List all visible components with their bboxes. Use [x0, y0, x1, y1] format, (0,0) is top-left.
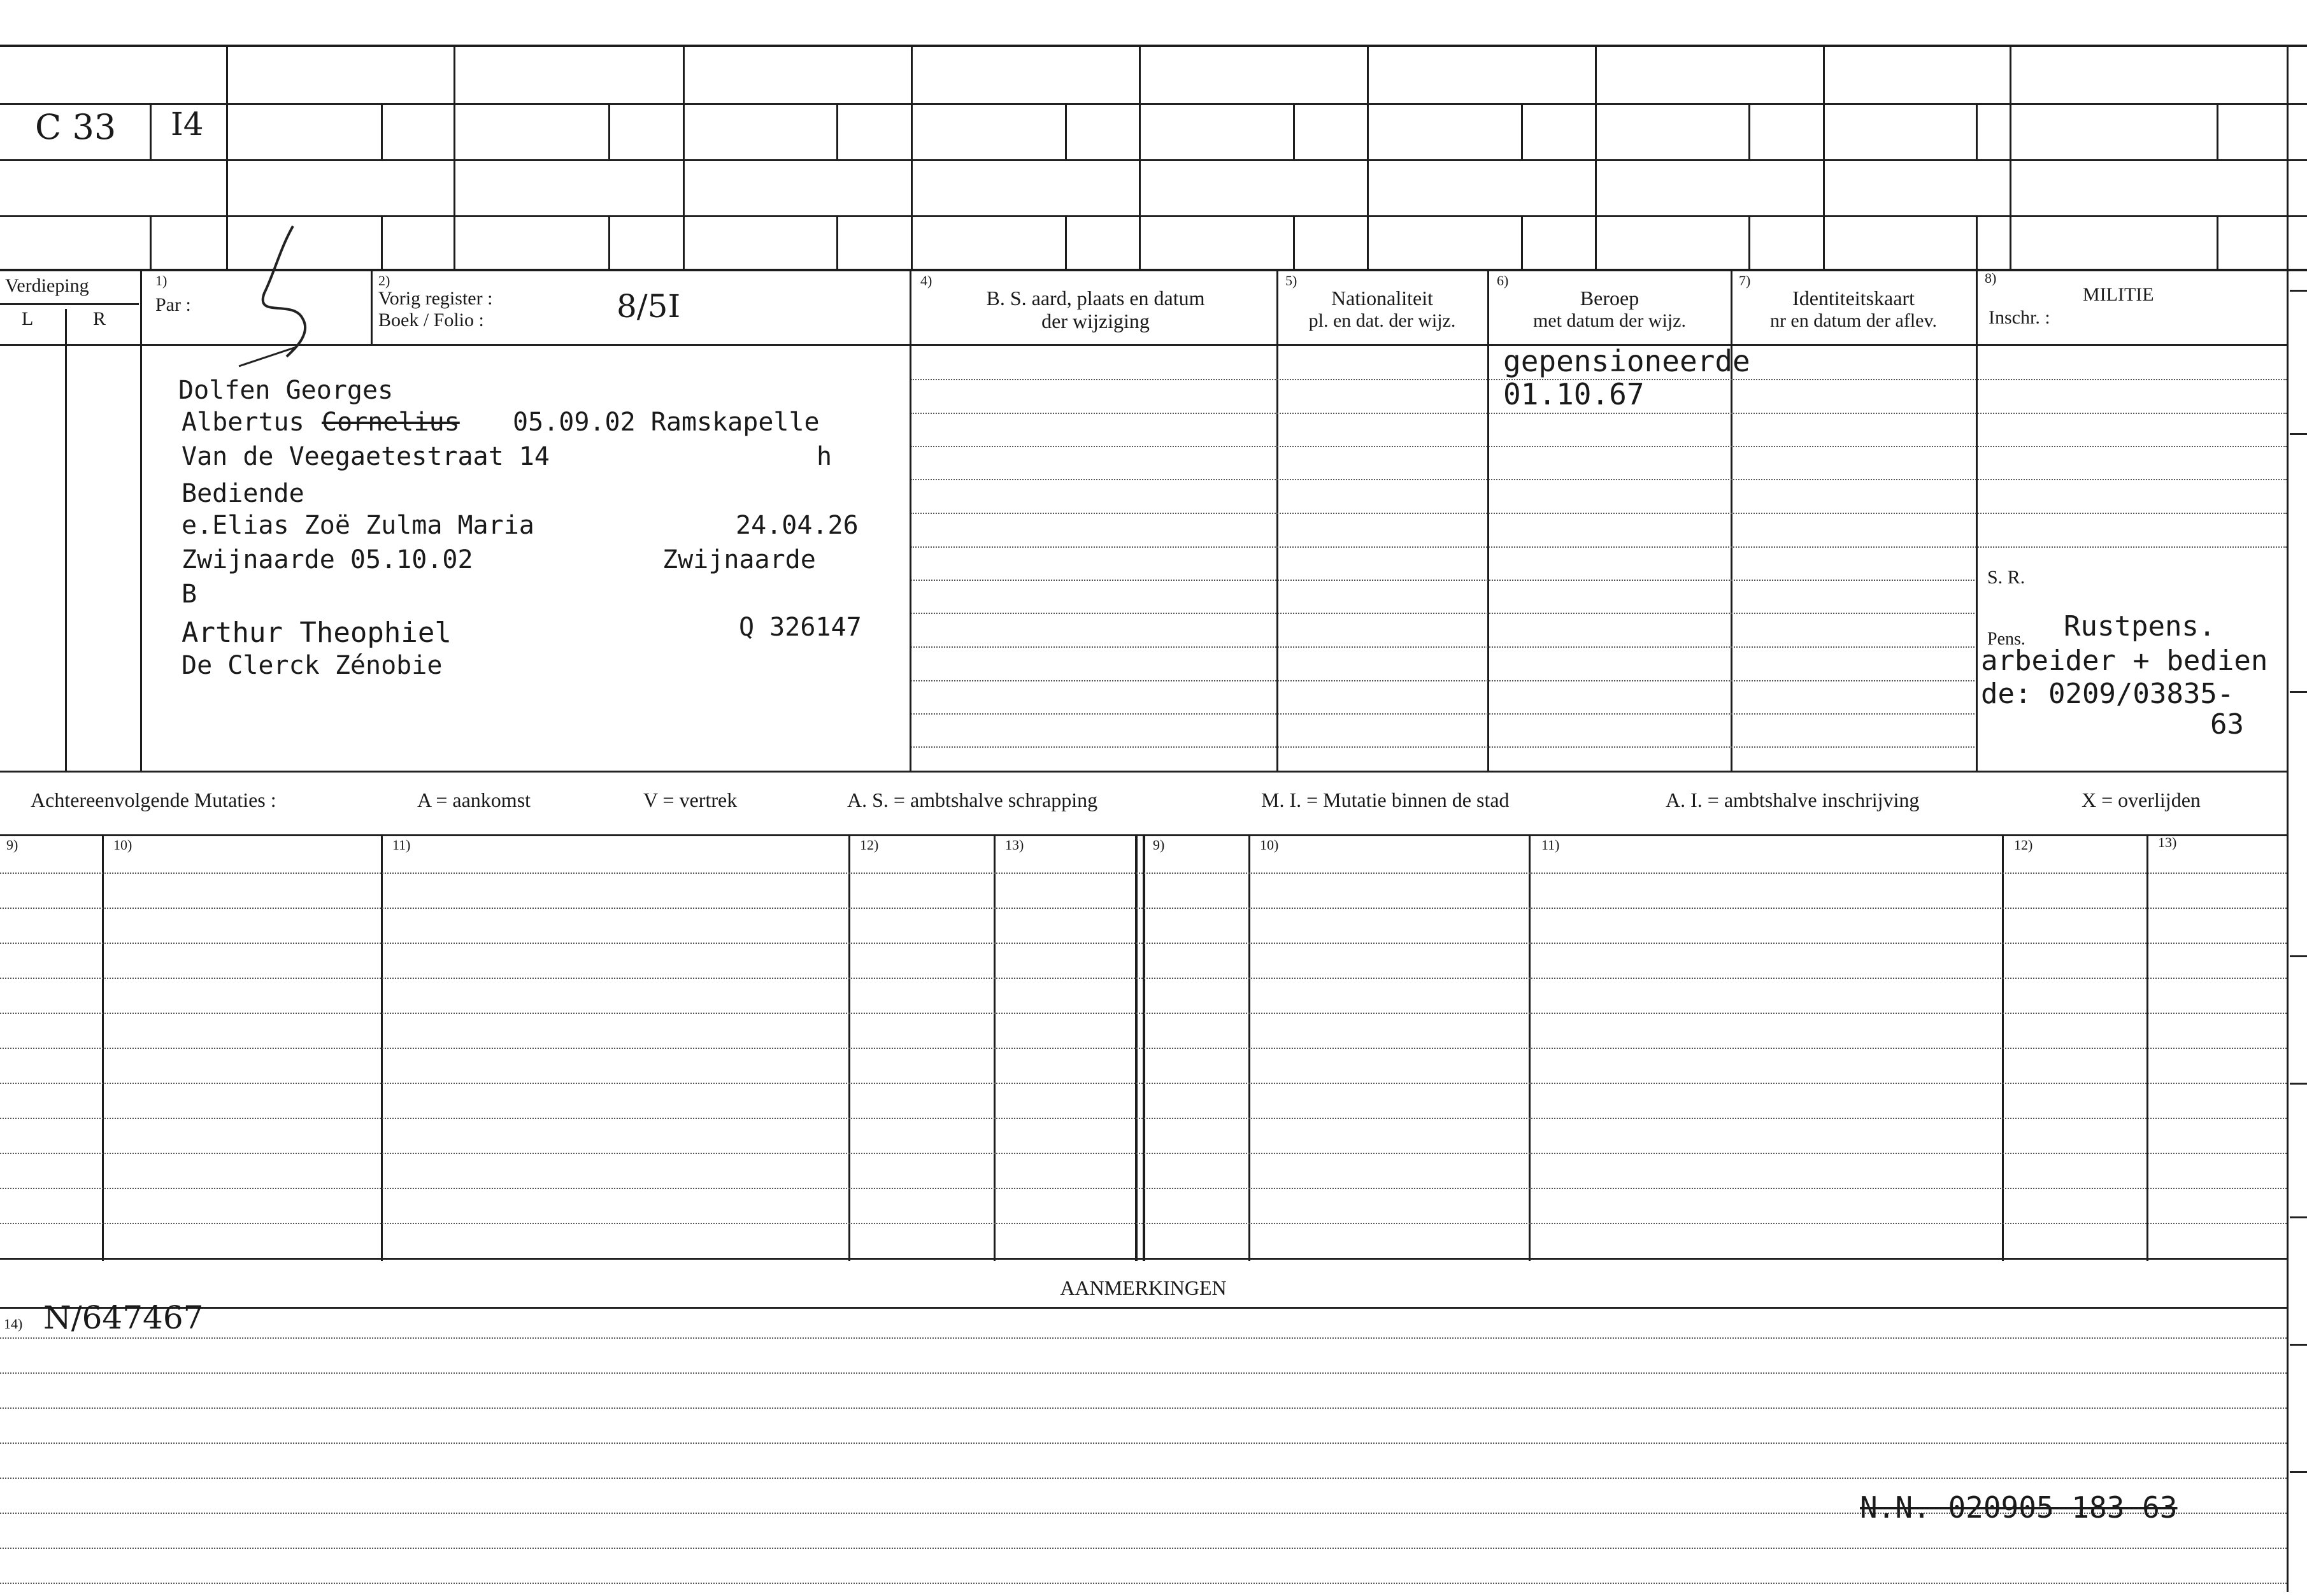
block-index: I4 [171, 106, 204, 143]
col4-line1: B. S. aard, plaats en datum [986, 287, 1205, 310]
nn-number: N.N. 020905 183 63 [1860, 1490, 2178, 1525]
person-flag: h [817, 442, 832, 471]
beroep-date: 01.10.67 [1503, 377, 1645, 411]
floor-right: R [93, 308, 106, 329]
remarks-title: AANMERKINGEN [1060, 1276, 1227, 1299]
col7-line1: Identiteitskaart [1792, 287, 1915, 310]
person-mother: De Clerck Zénobie [182, 651, 443, 680]
boek-value: 8/5I [617, 288, 681, 325]
col6-number: 6) [1497, 273, 1509, 289]
legend-as: A. S. = ambtshalve schrapping [847, 788, 1098, 811]
beroep-value: gepensioneerde [1503, 344, 1750, 378]
col8-number: 8) [1985, 270, 1997, 286]
vorig-label: Vorig register : [378, 288, 493, 309]
legend-v: V = vertrek [643, 788, 738, 811]
sr-label: S. R. [1987, 567, 2025, 588]
person-address: Van de Veegaetestraat 14 [182, 442, 550, 471]
col4-number: 4) [920, 273, 932, 289]
header-divider [0, 344, 2287, 346]
person-name: Dolfen Georges [178, 376, 394, 405]
col5-line2: pl. en dat. der wijz. [1308, 310, 1456, 331]
person-spouse-date: 24.04.26 [736, 511, 859, 540]
legend-x: X = overlijden [2082, 788, 2201, 811]
col5-line1: Nationaliteit [1331, 287, 1433, 310]
mut-col-11: 11) [392, 837, 411, 853]
pens-value4: 63 [2210, 708, 2244, 741]
par-label: Par : [155, 294, 191, 315]
legend-title: Achtereenvolgende Mutaties : [31, 788, 276, 811]
top-border [0, 45, 2307, 47]
col6-line2: met datum der wijz. [1533, 310, 1686, 331]
person-marriage-place: Zwijnaarde [662, 545, 816, 574]
col2-number: 2) [378, 273, 390, 289]
person-spouse: e.Elias Zoë Zulma Maria [182, 511, 534, 540]
inschr-label: Inschr. : [1989, 307, 2050, 328]
pens-value2: arbeider + bedien [1981, 645, 2268, 677]
pens-value1: Rustpens. [2064, 610, 2216, 643]
person-code: B [182, 580, 197, 609]
floor-label: Verdieping [5, 275, 89, 296]
remarks-value: N/647467 [43, 1299, 204, 1336]
mut-col-11b: 11) [1541, 837, 1560, 853]
floor-left: L [22, 308, 34, 329]
person-firstname: Albertus [182, 408, 304, 437]
col1-number: 1) [155, 273, 168, 289]
mut-col-10: 10) [113, 837, 132, 853]
person-occupation: Bediende [182, 479, 304, 508]
legend-top-line [0, 771, 2287, 773]
mut-col-13: 13) [1005, 837, 1024, 853]
person-father: Arthur Theophiel [182, 616, 452, 649]
legend-mi: M. I. = Mutatie binnen de stad [1261, 788, 1510, 811]
person-marriage: Zwijnaarde 05.10.02 [182, 545, 473, 574]
col5-number: 5) [1285, 273, 1297, 289]
person-birth: 05.09.02 Ramskapelle [513, 408, 820, 437]
person-struck-name: Cornelius [322, 408, 460, 437]
mut-col-12: 12) [860, 837, 879, 853]
remarks-number: 14) [4, 1316, 23, 1332]
col7-line2: nr en datum der aflev. [1769, 310, 1938, 331]
mut-col-9b: 9) [1153, 837, 1165, 853]
boek-label: Boek / Folio : [378, 310, 484, 331]
person-id: Q 326147 [739, 613, 862, 642]
col7-number: 7) [1739, 273, 1751, 289]
militie-title: MILITIE [2083, 284, 2154, 305]
col6-line1: Beroep [1580, 287, 1639, 310]
mut-col-9: 9) [6, 837, 18, 853]
legend-ai: A. I. = ambtshalve inschrijving [1666, 788, 1920, 811]
col4-line2: der wijziging [1041, 310, 1150, 332]
pens-value3: de: 0209/03835- [1981, 678, 2234, 710]
mut-col-12b: 12) [2014, 837, 2033, 853]
legend-a: A = aankomst [417, 788, 531, 811]
mut-col-10b: 10) [1260, 837, 1279, 853]
block-code: C 33 [35, 107, 117, 147]
par-signature [236, 223, 338, 369]
mut-col-13b: 13) [2158, 834, 2177, 850]
pens-label: Pens. [1987, 629, 2025, 649]
